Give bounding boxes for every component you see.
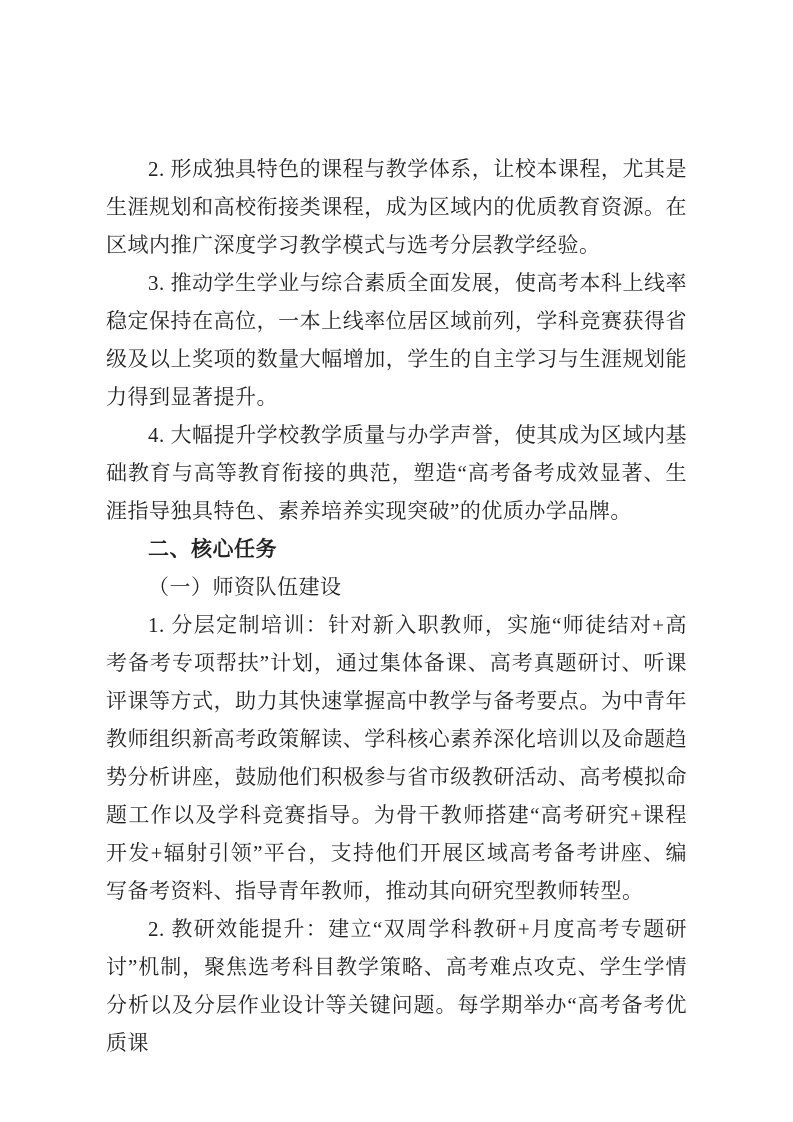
subsection-heading-teacher-team: （一）师资队伍建设 [148, 575, 342, 599]
section-heading-core-tasks: 二、核心任务 [148, 537, 277, 561]
paragraph-goal-3: 3. 推动学生学业与综合素质全面发展，使高考本科上线率稳定保持在高位，一本上线率位居区域前列，学科竞赛获得省级及以上奖项的数量大幅增加，学生的自主学习与生涯规划能力得到显著提升。 [106, 271, 687, 409]
paragraph-goal-2: 2. 形成独具特色的课程与教学体系，让校本课程，尤其是生涯规划和高校衔接类课程，成为区域内的优质教育资源。在区域内推广深度学习教学模式与选考分层教学经验。 [106, 157, 687, 257]
paragraph-task-2-research: 2. 教研效能提升：建立“双周学科教研+月度高考专题研讨”机制，聚焦选考科目教学策略、高考难点攻克、学生学情分析以及分层作业设计等关键问题。每学期举办“高考备考优质课 [106, 917, 687, 1055]
paragraph-goal-4: 4. 大幅提升学校教学质量与办学声誉，使其成为区域内基础教育与高等教育衔接的典范，塑造“高考备考成效显著、生涯指导独具特色、素养培养实现突破”的优质办学品牌。 [106, 423, 687, 523]
paragraph-task-1-training: 1. 分层定制培训：针对新入职教师，实施“师徒结对+高考备考专项帮扶”计划，通过集体备课、高考真题研讨、听课评课等方式，助力其快速掌握高中教学与备考要点。为中青年教师组织新高考政策解读、学科核心素养深化培训以及命题趋势分析讲座，鼓励他们积极参与省市级教研活动、高考模拟命题工作以及学科竞赛指导。为骨干教师搭建“高考研究+课程开发+辐射引领”平台，支持他们开展区域高考备考讲座、编写备考资料、指导青年教师，推动其向研究型教师转型。 [106, 613, 687, 903]
document-text-area [106, 150, 687, 1062]
